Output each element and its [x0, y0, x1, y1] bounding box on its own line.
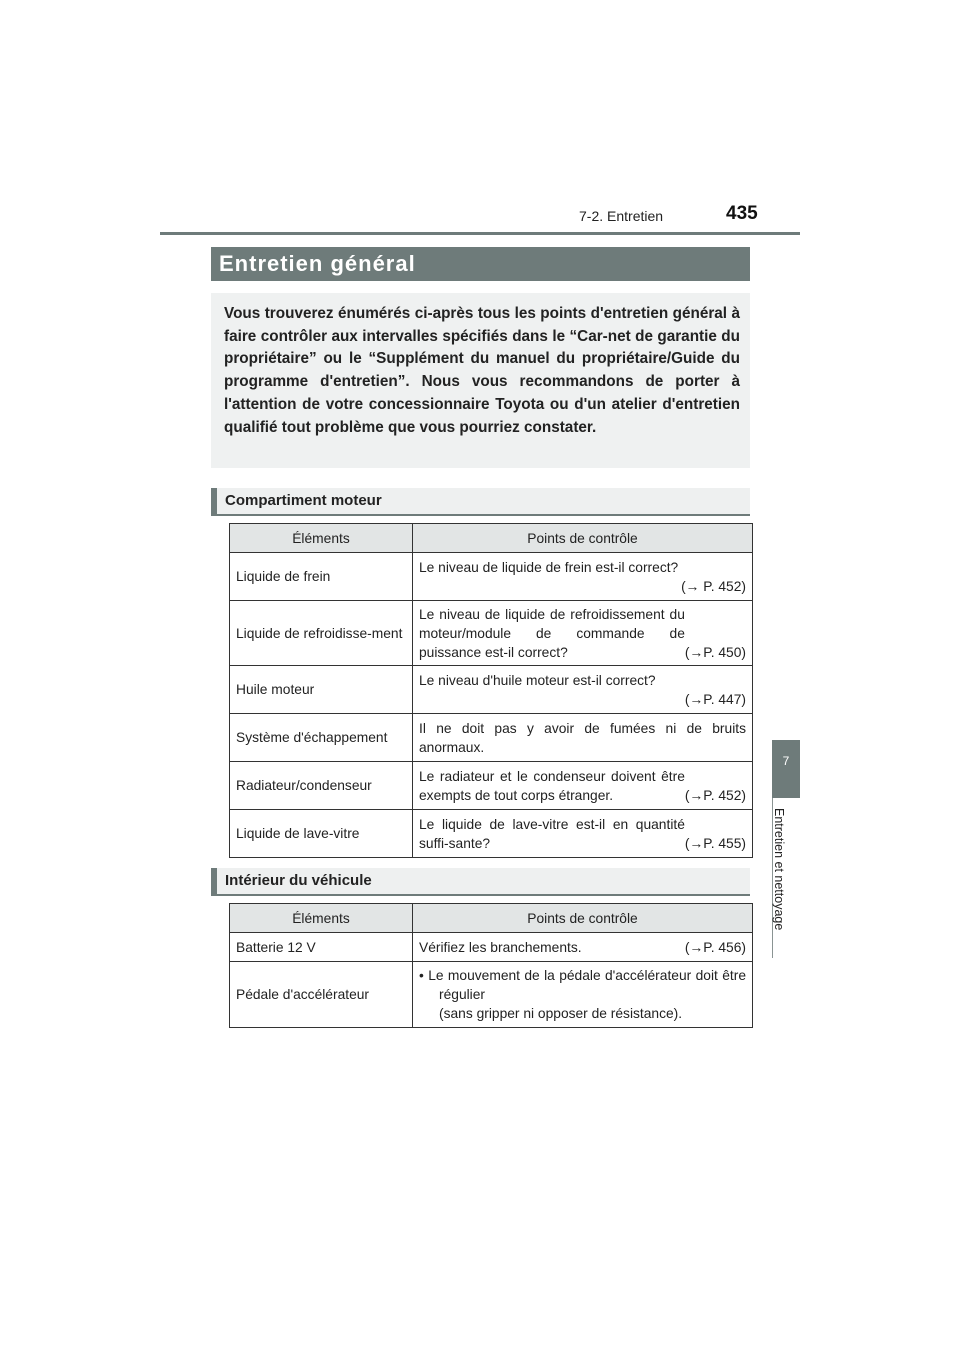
column-header-checks: Points de contrôle [413, 904, 753, 933]
table-cell-check: Il ne doit pas y avoir de fumées ni de bruits anormaux. [413, 714, 753, 762]
column-header-checks: Points de contrôle [413, 524, 753, 553]
chapter-label: Entretien et nettoyage [772, 808, 786, 931]
page-ref: (→ P. 452) [681, 578, 746, 594]
table-cell-item: Liquide de refroidisse-ment [230, 601, 413, 666]
section-heading-bar [211, 488, 217, 516]
table-cell-item: Système d'échappement [230, 714, 413, 762]
page-ref: (→P. 450) [684, 644, 746, 660]
page-title: Entretien général [219, 251, 416, 276]
intro-text: Vous trouverez énumérés ci-après tous les points d'entretien général à faire contrôler aux intervalles spécifiés dans le “Car-net de garantie du propriétaire” ou le “Supplément du manuel du propriétaire/Guide du programme d'entretien”. Nous vous recommandons de porter à l'attention de votre concessionnaire Toyota ou d'un atelier d'entretien qualifié tout problème que vous pourriez constater. [224, 305, 740, 436]
page-ref: (→P. 447) [684, 691, 746, 707]
section-heading-bar [211, 868, 217, 896]
table-row [230, 714, 753, 762]
page-ref: (→P. 456) [684, 939, 746, 955]
chapter-tab [772, 740, 800, 798]
check-text: Le liquide de lave-vitre est-il en quantité suffi-sante? [419, 816, 685, 851]
section-heading-text: Intérieur du véhicule [225, 872, 372, 889]
interior-table [229, 903, 753, 1028]
table-cell-check [413, 762, 753, 810]
table-row [230, 762, 753, 810]
table-cell-check [413, 666, 753, 714]
check-text: Le niveau d'huile moteur est-il correct? [419, 672, 656, 688]
table-cell-check [413, 553, 753, 601]
page-ref: (→P. 452) [684, 787, 746, 803]
section-heading-engine [211, 488, 750, 516]
table-cell-item: Liquide de frein [230, 553, 413, 601]
engine-table [229, 523, 753, 858]
header-rule [160, 232, 800, 235]
table-row [230, 933, 753, 962]
check-text: Le niveau de liquide de frein est-il correct? [419, 559, 679, 575]
table-cell-check [413, 933, 753, 962]
page-title-band [211, 247, 750, 281]
column-header-items: Éléments [230, 524, 413, 553]
section-heading-interior [211, 868, 750, 896]
check-text: Le radiateur et le condenseur doivent être exempts de tout corps étranger. [419, 768, 685, 803]
table-header-row [230, 524, 753, 553]
table-cell-item: Huile moteur [230, 666, 413, 714]
section-heading-text: Compartiment moteur [225, 492, 382, 509]
table-row [230, 601, 753, 666]
table-cell-check [413, 601, 753, 666]
chapter-number: 7 [782, 754, 790, 768]
bullet-text: • Le mouvement de la pédale d'accélérateur doit être régulier [419, 968, 746, 1002]
page-number: 435 [726, 203, 758, 224]
table-cell-check [413, 810, 753, 858]
table-row [230, 962, 753, 1028]
table-header-row [230, 904, 753, 933]
check-text: Vérifiez les branchements. [419, 939, 582, 955]
intro-box [211, 293, 750, 468]
table-cell-item: Pédale d'accélérateur [230, 962, 413, 1028]
bullet-continuation: (sans gripper ni opposer de résistance). [439, 1006, 683, 1021]
table-row [230, 810, 753, 858]
table-row [230, 553, 753, 601]
table-cell-item: Liquide de lave-vitre [230, 810, 413, 858]
table-cell-item: Radiateur/condenseur [230, 762, 413, 810]
section-label: 7-2. Entretien [579, 208, 664, 224]
table-cell-check [413, 962, 753, 1028]
table-cell-item: Batterie 12 V [230, 933, 413, 962]
page-ref: (→P. 455) [684, 835, 746, 851]
check-text: Le niveau de liquide de refroidissement du moteur/module de commande de puissance est-il correct? [419, 606, 685, 660]
column-header-items: Éléments [230, 904, 413, 933]
table-row [230, 666, 753, 714]
